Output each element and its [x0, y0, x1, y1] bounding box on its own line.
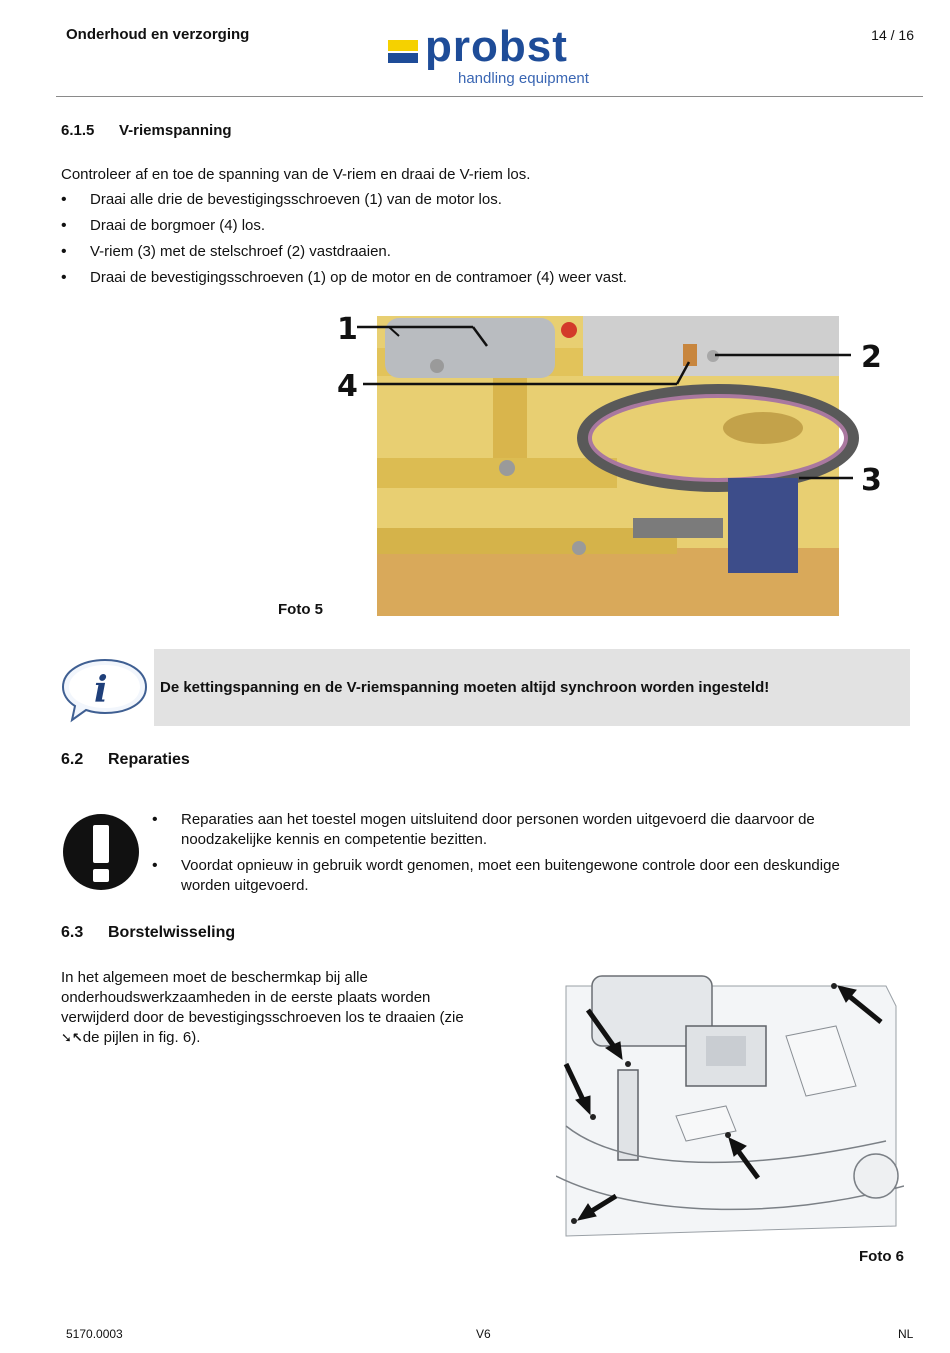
photo-caption-5: Foto 5: [278, 601, 323, 618]
header-section-title: Onderhoud en verzorging: [66, 26, 250, 43]
footer-version: V6: [476, 1327, 491, 1341]
logo-yellow-bar: [388, 40, 418, 51]
logo-blue-bar: [388, 53, 418, 63]
section-number: 6.3: [61, 924, 84, 941]
section-title: Reparaties: [108, 751, 190, 768]
list-item: • Voordat opnieuw in gebruik wordt genomen, moet een buitengewone controle door een deskundige worden uitgevoerd.: [152, 856, 892, 896]
repair-list: [152, 810, 892, 902]
section-title: V-riemspanning: [119, 122, 232, 139]
chain: [633, 518, 723, 538]
section-title: Borstelwisseling: [108, 924, 236, 941]
motor-housing: [583, 316, 839, 376]
callout-3: 3: [861, 463, 882, 498]
logo-wordmark: probst: [425, 22, 568, 71]
info-speech-bubble-icon: [60, 656, 150, 724]
list-item: • Draai de borgmoer (4) los.: [61, 213, 861, 239]
brush-cover-photo: [556, 966, 904, 1243]
section-number: 6.2: [61, 751, 84, 768]
section-heading-6-2: [61, 751, 190, 769]
list-item: • Draai alle drie de bevestigingsschroeven (1) van de motor los.: [61, 187, 861, 213]
list-item: • V-riem (3) met de stelschroef (2) vastdraaien.: [61, 239, 861, 265]
footer-language: NL: [898, 1327, 914, 1341]
callout-4: 4: [337, 369, 358, 404]
probst-logo: [388, 22, 603, 90]
callout-1: 1: [337, 312, 358, 347]
list-item: • Reparaties aan het toestel mogen uitsluitend door personen worden uitgevoerd die daarvoor de noodzakelijke kennis en competentie bezitten.: [152, 810, 892, 850]
logo-tagline: handling equipment: [458, 70, 589, 87]
pulley-shaft: [728, 478, 798, 573]
brush-text-end: de pijlen in fig. 6).: [82, 1029, 201, 1046]
intro-paragraph: Controleer af en toe de spanning van de V-riem en draai de V-riem los.: [61, 166, 531, 183]
section-heading-6-3: [61, 924, 235, 942]
instruction-list: [61, 187, 861, 291]
page-number: 14 / 16: [871, 27, 914, 43]
svg-text:i: i: [94, 669, 108, 711]
warning-exclamation-icon: [62, 813, 140, 891]
list-item: • Draai de bevestigingsschroeven (1) op de motor en de contramoer (4) weer vast.: [61, 265, 861, 291]
section-heading-6-1-5: [61, 122, 232, 139]
arrows-icon: ➘↖: [61, 1031, 83, 1046]
callout-2: 2: [861, 340, 882, 375]
section-number: 6.1.5: [61, 122, 95, 139]
info-text: De kettingspanning en de V-riemspanning moeten altijd synchroon worden ingesteld!: [160, 679, 770, 696]
brush-text: In het algemeen moet de beschermkap bij alle onderhoudswerkzaamheden in de eerste plaats worden verwijderd door de bevestigingsschroeven los te draaien (zie: [61, 969, 464, 1026]
header-divider: [56, 96, 923, 97]
brush-paragraph: [61, 968, 493, 1049]
photo-caption-6: Foto 6: [859, 1248, 904, 1265]
v-belt-photo: [333, 308, 893, 618]
footer-doc-number: 5170.0003: [66, 1327, 123, 1341]
